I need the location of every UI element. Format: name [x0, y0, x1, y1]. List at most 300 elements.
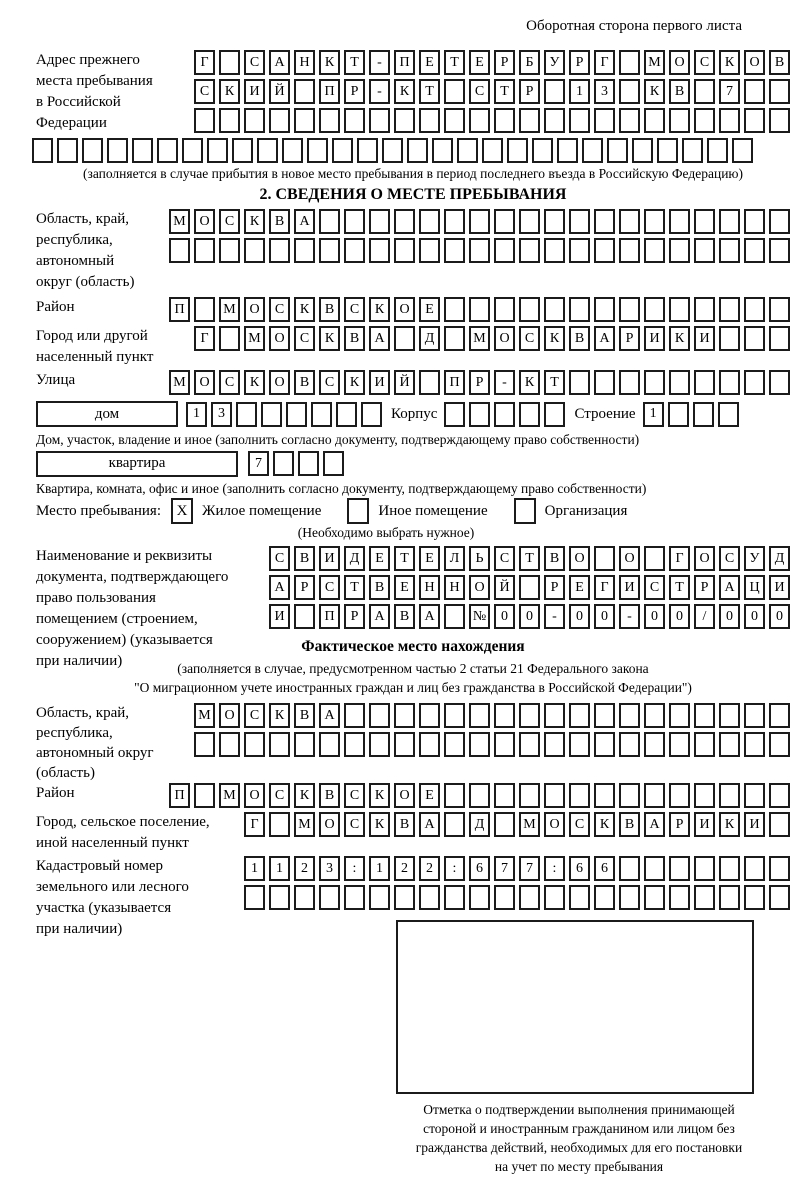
char-cell[interactable]: 0 [669, 604, 690, 629]
char-cell[interactable] [769, 856, 790, 881]
char-cell[interactable] [519, 297, 540, 322]
char-cell[interactable]: Б [519, 50, 540, 75]
char-cell[interactable] [419, 703, 440, 728]
char-cell[interactable]: 7 [719, 79, 740, 104]
char-cell[interactable] [394, 732, 415, 757]
char-cell[interactable]: 0 [519, 604, 540, 629]
char-cell[interactable]: 0 [719, 604, 740, 629]
char-cell[interactable]: Р [694, 575, 715, 600]
char-cell[interactable]: К [244, 209, 265, 234]
char-cell[interactable] [207, 138, 228, 163]
char-cell[interactable]: 6 [469, 856, 490, 881]
char-cell[interactable] [569, 783, 590, 808]
char-cell[interactable] [82, 138, 103, 163]
char-cell[interactable]: А [269, 575, 290, 600]
char-cell[interactable] [194, 238, 215, 263]
char-cell[interactable] [694, 732, 715, 757]
char-cell[interactable] [369, 238, 390, 263]
char-cell[interactable]: - [619, 604, 640, 629]
char-cell[interactable]: Е [394, 575, 415, 600]
char-cell[interactable]: В [269, 209, 290, 234]
char-cell[interactable] [269, 238, 290, 263]
char-cell[interactable]: С [694, 50, 715, 75]
char-cell[interactable] [644, 238, 665, 263]
char-cell[interactable]: Р [494, 50, 515, 75]
char-cell[interactable] [519, 732, 540, 757]
char-cell[interactable] [569, 885, 590, 910]
char-cell[interactable]: Р [344, 604, 365, 629]
char-cell[interactable]: 2 [394, 856, 415, 881]
char-cell[interactable]: Р [294, 575, 315, 600]
char-cell[interactable]: Г [669, 546, 690, 571]
char-cell[interactable] [394, 108, 415, 133]
char-cell[interactable] [394, 703, 415, 728]
char-cell[interactable] [432, 138, 453, 163]
char-cell[interactable]: Т [394, 546, 415, 571]
char-cell[interactable]: К [269, 703, 290, 728]
char-cell[interactable]: Н [444, 575, 465, 600]
char-cell[interactable]: В [319, 297, 340, 322]
char-cell[interactable] [569, 732, 590, 757]
char-cell[interactable] [519, 703, 540, 728]
char-cell[interactable]: : [344, 856, 365, 881]
char-cell[interactable] [269, 812, 290, 837]
char-cell[interactable]: М [644, 50, 665, 75]
char-cell[interactable]: О [244, 297, 265, 322]
char-cell[interactable] [719, 732, 740, 757]
char-cell[interactable]: А [294, 209, 315, 234]
char-cell[interactable]: А [594, 326, 615, 351]
char-cell[interactable]: 0 [769, 604, 790, 629]
char-cell[interactable]: С [719, 546, 740, 571]
char-cell[interactable] [394, 885, 415, 910]
char-cell[interactable]: К [719, 812, 740, 837]
char-cell[interactable]: С [569, 812, 590, 837]
char-cell[interactable]: А [269, 50, 290, 75]
char-cell[interactable] [769, 703, 790, 728]
char-cell[interactable] [744, 783, 765, 808]
char-cell[interactable] [444, 885, 465, 910]
char-cell[interactable]: О [219, 703, 240, 728]
char-cell[interactable]: Ь [469, 546, 490, 571]
char-cell[interactable]: О [194, 370, 215, 395]
char-cell[interactable]: О [694, 546, 715, 571]
char-cell[interactable] [594, 783, 615, 808]
char-cell[interactable] [569, 238, 590, 263]
char-cell[interactable]: 3 [594, 79, 615, 104]
char-cell[interactable] [169, 238, 190, 263]
char-cell[interactable]: М [169, 209, 190, 234]
char-cell[interactable] [569, 370, 590, 395]
checkbox-residential[interactable]: X [171, 498, 193, 524]
char-cell[interactable] [694, 370, 715, 395]
char-cell[interactable]: Р [544, 575, 565, 600]
char-cell[interactable]: Д [769, 546, 790, 571]
char-cell[interactable]: И [694, 812, 715, 837]
char-cell[interactable] [369, 209, 390, 234]
char-cell[interactable] [494, 783, 515, 808]
char-cell[interactable] [694, 783, 715, 808]
char-cell[interactable] [744, 326, 765, 351]
char-cell[interactable]: 7 [248, 451, 269, 476]
char-cell[interactable] [732, 138, 753, 163]
char-cell[interactable]: В [294, 370, 315, 395]
char-cell[interactable] [632, 138, 653, 163]
char-cell[interactable]: А [644, 812, 665, 837]
char-cell[interactable]: К [644, 79, 665, 104]
char-cell[interactable] [307, 138, 328, 163]
char-cell[interactable] [382, 138, 403, 163]
char-cell[interactable]: О [469, 575, 490, 600]
char-cell[interactable]: Р [669, 812, 690, 837]
char-cell[interactable] [719, 108, 740, 133]
char-cell[interactable] [319, 885, 340, 910]
char-cell[interactable]: Р [569, 50, 590, 75]
char-cell[interactable] [132, 138, 153, 163]
char-cell[interactable] [669, 856, 690, 881]
char-cell[interactable] [319, 238, 340, 263]
char-cell[interactable]: 1 [244, 856, 265, 881]
char-cell[interactable]: Р [469, 370, 490, 395]
char-cell[interactable]: Л [444, 546, 465, 571]
char-cell[interactable]: А [419, 812, 440, 837]
char-cell[interactable] [323, 451, 344, 476]
char-cell[interactable] [519, 238, 540, 263]
char-cell[interactable] [519, 575, 540, 600]
char-cell[interactable] [519, 402, 540, 427]
char-cell[interactable] [344, 108, 365, 133]
char-cell[interactable]: В [294, 703, 315, 728]
char-cell[interactable] [261, 402, 282, 427]
char-cell[interactable] [494, 108, 515, 133]
char-cell[interactable]: О [269, 370, 290, 395]
char-cell[interactable]: Г [244, 812, 265, 837]
char-cell[interactable] [669, 783, 690, 808]
char-cell[interactable] [569, 703, 590, 728]
char-cell[interactable] [557, 138, 578, 163]
char-cell[interactable]: Г [594, 575, 615, 600]
char-cell[interactable]: В [369, 575, 390, 600]
char-cell[interactable] [619, 783, 640, 808]
char-cell[interactable]: П [319, 604, 340, 629]
char-cell[interactable] [619, 732, 640, 757]
char-cell[interactable]: С [194, 79, 215, 104]
char-cell[interactable] [444, 783, 465, 808]
char-cell[interactable]: Й [394, 370, 415, 395]
char-cell[interactable]: К [344, 370, 365, 395]
char-cell[interactable] [469, 238, 490, 263]
checkbox-organization[interactable] [514, 498, 536, 524]
char-cell[interactable]: К [219, 79, 240, 104]
char-cell[interactable]: П [394, 50, 415, 75]
char-cell[interactable] [494, 703, 515, 728]
char-cell[interactable] [544, 238, 565, 263]
char-cell[interactable] [444, 604, 465, 629]
char-cell[interactable]: В [294, 546, 315, 571]
char-cell[interactable] [369, 108, 390, 133]
char-cell[interactable] [769, 783, 790, 808]
char-cell[interactable] [311, 402, 332, 427]
char-cell[interactable] [494, 402, 515, 427]
char-cell[interactable]: 1 [369, 856, 390, 881]
char-cell[interactable]: Т [344, 50, 365, 75]
char-cell[interactable] [719, 885, 740, 910]
char-cell[interactable]: Г [194, 326, 215, 351]
char-cell[interactable] [394, 326, 415, 351]
char-cell[interactable] [544, 108, 565, 133]
char-cell[interactable]: К [319, 50, 340, 75]
char-cell[interactable] [582, 138, 603, 163]
char-cell[interactable]: В [319, 783, 340, 808]
char-cell[interactable] [294, 238, 315, 263]
char-cell[interactable]: О [544, 812, 565, 837]
char-cell[interactable] [244, 238, 265, 263]
char-cell[interactable] [244, 885, 265, 910]
char-cell[interactable]: О [619, 546, 640, 571]
char-cell[interactable]: И [619, 575, 640, 600]
char-cell[interactable] [744, 238, 765, 263]
char-cell[interactable] [769, 885, 790, 910]
char-cell[interactable] [194, 732, 215, 757]
char-cell[interactable] [361, 402, 382, 427]
char-cell[interactable] [194, 783, 215, 808]
char-cell[interactable] [544, 79, 565, 104]
char-cell[interactable]: С [294, 326, 315, 351]
char-cell[interactable] [357, 138, 378, 163]
checkbox-other-premises[interactable] [347, 498, 369, 524]
char-cell[interactable]: Т [344, 575, 365, 600]
char-cell[interactable] [244, 108, 265, 133]
char-cell[interactable]: К [319, 326, 340, 351]
char-cell[interactable]: О [269, 326, 290, 351]
char-cell[interactable] [286, 402, 307, 427]
char-cell[interactable]: И [269, 604, 290, 629]
char-cell[interactable] [644, 856, 665, 881]
char-cell[interactable] [32, 138, 53, 163]
char-cell[interactable]: Д [469, 812, 490, 837]
char-cell[interactable] [419, 238, 440, 263]
char-cell[interactable]: Д [344, 546, 365, 571]
char-cell[interactable] [57, 138, 78, 163]
char-cell[interactable]: С [319, 370, 340, 395]
char-cell[interactable] [769, 209, 790, 234]
char-cell[interactable]: В [394, 812, 415, 837]
char-cell[interactable]: К [294, 297, 315, 322]
char-cell[interactable]: - [369, 79, 390, 104]
char-cell[interactable]: 0 [569, 604, 590, 629]
char-cell[interactable] [219, 50, 240, 75]
char-cell[interactable] [369, 732, 390, 757]
char-cell[interactable] [644, 209, 665, 234]
char-cell[interactable]: Е [569, 575, 590, 600]
char-cell[interactable] [319, 209, 340, 234]
char-cell[interactable]: А [369, 604, 390, 629]
char-cell[interactable] [469, 108, 490, 133]
char-cell[interactable]: В [569, 326, 590, 351]
char-cell[interactable]: С [344, 297, 365, 322]
char-cell[interactable] [644, 108, 665, 133]
char-cell[interactable]: В [619, 812, 640, 837]
char-cell[interactable]: Р [619, 326, 640, 351]
char-cell[interactable]: К [544, 326, 565, 351]
char-cell[interactable] [669, 732, 690, 757]
char-cell[interactable] [569, 108, 590, 133]
char-cell[interactable]: К [719, 50, 740, 75]
char-cell[interactable]: О [244, 783, 265, 808]
char-cell[interactable] [444, 297, 465, 322]
char-cell[interactable]: О [744, 50, 765, 75]
char-cell[interactable] [294, 604, 315, 629]
char-cell[interactable] [219, 108, 240, 133]
char-cell[interactable] [344, 209, 365, 234]
char-cell[interactable]: Е [419, 297, 440, 322]
char-cell[interactable] [569, 297, 590, 322]
char-cell[interactable] [644, 370, 665, 395]
char-cell[interactable]: Н [294, 50, 315, 75]
char-cell[interactable]: Е [369, 546, 390, 571]
char-cell[interactable] [319, 732, 340, 757]
char-cell[interactable] [619, 297, 640, 322]
char-cell[interactable] [469, 297, 490, 322]
char-cell[interactable] [336, 402, 357, 427]
char-cell[interactable] [719, 703, 740, 728]
char-cell[interactable] [257, 138, 278, 163]
char-cell[interactable]: П [169, 297, 190, 322]
char-cell[interactable]: 0 [494, 604, 515, 629]
char-cell[interactable] [694, 108, 715, 133]
char-cell[interactable]: 0 [594, 604, 615, 629]
char-cell[interactable]: М [519, 812, 540, 837]
char-cell[interactable]: Й [494, 575, 515, 600]
char-cell[interactable]: И [369, 370, 390, 395]
char-cell[interactable]: 7 [519, 856, 540, 881]
char-cell[interactable] [407, 138, 428, 163]
char-cell[interactable] [694, 297, 715, 322]
char-cell[interactable] [219, 732, 240, 757]
char-cell[interactable] [744, 856, 765, 881]
char-cell[interactable]: Т [444, 50, 465, 75]
char-cell[interactable] [469, 703, 490, 728]
char-cell[interactable] [319, 108, 340, 133]
char-cell[interactable] [457, 138, 478, 163]
char-cell[interactable]: : [544, 856, 565, 881]
char-cell[interactable] [669, 370, 690, 395]
char-cell[interactable] [707, 138, 728, 163]
char-cell[interactable] [644, 546, 665, 571]
char-cell[interactable]: И [244, 79, 265, 104]
char-cell[interactable] [682, 138, 703, 163]
char-cell[interactable]: - [494, 370, 515, 395]
char-cell[interactable]: - [369, 50, 390, 75]
char-cell[interactable]: Е [469, 50, 490, 75]
char-cell[interactable] [444, 326, 465, 351]
char-cell[interactable] [694, 856, 715, 881]
char-cell[interactable]: И [769, 575, 790, 600]
char-cell[interactable] [668, 402, 689, 427]
char-cell[interactable] [569, 209, 590, 234]
char-cell[interactable] [719, 326, 740, 351]
char-cell[interactable] [519, 885, 540, 910]
char-cell[interactable]: С [344, 812, 365, 837]
char-cell[interactable] [619, 50, 640, 75]
char-cell[interactable] [482, 138, 503, 163]
char-cell[interactable]: И [694, 326, 715, 351]
char-cell[interactable] [644, 885, 665, 910]
char-cell[interactable]: К [519, 370, 540, 395]
char-cell[interactable]: 3 [319, 856, 340, 881]
char-cell[interactable] [294, 79, 315, 104]
char-cell[interactable]: Д [419, 326, 440, 351]
char-cell[interactable] [719, 783, 740, 808]
char-cell[interactable]: О [394, 297, 415, 322]
char-cell[interactable] [444, 402, 465, 427]
char-cell[interactable] [769, 370, 790, 395]
char-cell[interactable] [444, 79, 465, 104]
char-cell[interactable]: О [319, 812, 340, 837]
char-cell[interactable] [273, 451, 294, 476]
char-cell[interactable]: 1 [186, 402, 207, 427]
char-cell[interactable] [544, 209, 565, 234]
char-cell[interactable]: К [369, 297, 390, 322]
char-cell[interactable]: С [219, 370, 240, 395]
char-cell[interactable]: / [694, 604, 715, 629]
char-cell[interactable] [294, 732, 315, 757]
char-cell[interactable] [769, 732, 790, 757]
char-cell[interactable]: А [719, 575, 740, 600]
char-cell[interactable] [769, 326, 790, 351]
char-cell[interactable] [419, 108, 440, 133]
char-cell[interactable]: М [294, 812, 315, 837]
char-cell[interactable]: А [369, 326, 390, 351]
char-cell[interactable] [369, 703, 390, 728]
char-cell[interactable] [494, 885, 515, 910]
char-cell[interactable]: 0 [644, 604, 665, 629]
char-cell[interactable] [344, 885, 365, 910]
char-cell[interactable]: М [469, 326, 490, 351]
char-cell[interactable]: А [419, 604, 440, 629]
char-cell[interactable]: С [269, 783, 290, 808]
char-cell[interactable] [594, 732, 615, 757]
char-cell[interactable]: 1 [643, 402, 664, 427]
char-cell[interactable] [619, 79, 640, 104]
char-cell[interactable]: К [669, 326, 690, 351]
char-cell[interactable]: Н [419, 575, 440, 600]
char-cell[interactable] [657, 138, 678, 163]
char-cell[interactable] [469, 402, 490, 427]
char-cell[interactable]: У [544, 50, 565, 75]
char-cell[interactable]: П [444, 370, 465, 395]
char-cell[interactable] [619, 238, 640, 263]
char-cell[interactable] [494, 238, 515, 263]
char-cell[interactable] [669, 297, 690, 322]
char-cell[interactable]: И [644, 326, 665, 351]
char-cell[interactable] [419, 370, 440, 395]
char-cell[interactable] [544, 732, 565, 757]
char-cell[interactable] [494, 297, 515, 322]
char-cell[interactable] [519, 209, 540, 234]
char-cell[interactable] [332, 138, 353, 163]
char-cell[interactable] [157, 138, 178, 163]
char-cell[interactable] [544, 885, 565, 910]
char-cell[interactable] [419, 732, 440, 757]
char-cell[interactable]: С [494, 546, 515, 571]
char-cell[interactable] [744, 703, 765, 728]
char-cell[interactable] [694, 885, 715, 910]
char-cell[interactable]: 6 [594, 856, 615, 881]
char-cell[interactable]: № [469, 604, 490, 629]
char-cell[interactable] [594, 885, 615, 910]
char-cell[interactable]: С [244, 50, 265, 75]
